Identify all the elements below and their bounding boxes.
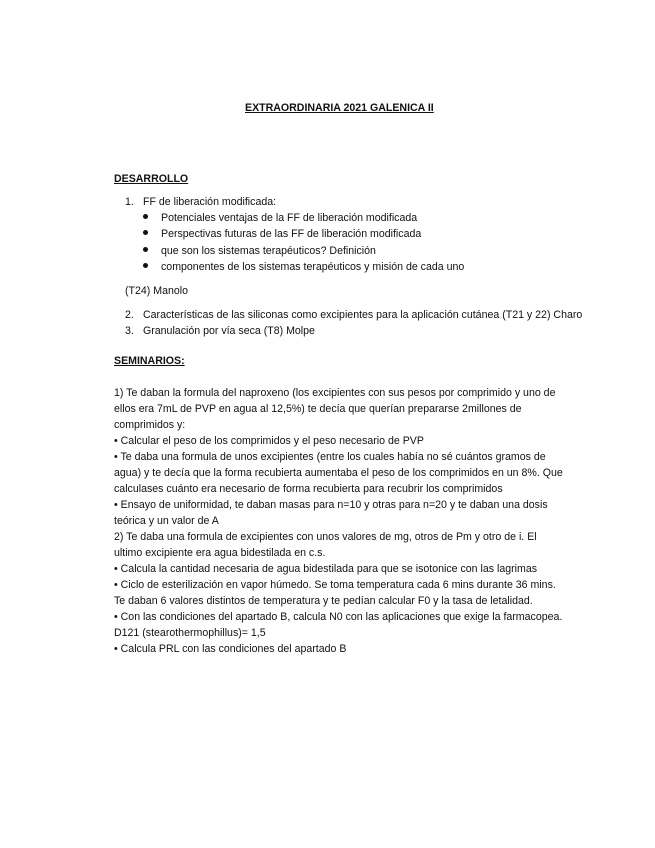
list-number-2: 2. [125,309,134,321]
seminar-line: ellos era 7mL de PVP en agua al 12,5%) te decía que querían prepararse 2millones de [114,403,522,415]
sub-bullet-1: Potenciales ventajas de la FF de liberación modificada [161,212,418,224]
list-number-1: 1. [125,196,134,208]
seminar-line: • Ciclo de esterilización en vapor húmedo. Se toma temperatura cada 6 mins durante 36 mins. [114,579,556,591]
sub-bullet-4: componentes de los sistemas terapéuticos y misión de cada uno [161,261,465,273]
sub-bullet-2: Perspectivas futuras de las FF de liberación modificada [161,228,422,240]
seminar-line: • Calcula PRL con las condiciones del apartado B [114,643,347,655]
seminar-line: • Calcular el peso de los comprimidos y el peso necesario de PVP [114,435,424,447]
seminar-line: • Calcula la cantidad necesaria de agua bidestilada para que se isotonice con las lagrimas [114,563,538,575]
seminar-line: • Con las condiciones del apartado B, calcula N0 con las aplicaciones que exige la farmacopea. [114,611,563,623]
seminar-line: • Te daba una formula de unos excipientes (entre los cuales había no sé cuántos gramos de [114,451,546,463]
seminar-line: 2) Te daba una formula de excipientes con unos valores de mg, otros de Pm y otro de i. El [114,531,537,543]
seminar-line: agua) y te decía que la forma recubierta aumentaba el peso de los comprimidos en un 8%. Que [114,467,563,479]
bullet-icon [143,214,148,219]
bullet-icon [143,247,148,252]
list-item-1: FF de liberación modificada: [143,196,277,208]
document-title: EXTRAORDINARIA 2021 GALENICA II [245,102,434,114]
list-number-3: 3. [125,325,134,337]
bullet-icon [143,230,148,235]
note-t24: (T24) Manolo [125,285,188,297]
seminar-line: 1) Te daban la formula del naproxeno (los excipientes con sus pesos por comprimido y uno de [114,387,556,399]
bullet-icon [143,263,148,268]
section-heading-seminarios: SEMINARIOS: [114,355,185,367]
seminar-line: Te daban 6 valores distintos de temperatura y te pedían calcular F0 y la tasa de letalidad. [114,595,533,607]
seminar-line: comprimidos y: [114,419,186,431]
list-item-2: Características de las siliconas como excipientes para la aplicación cutánea (T21 y 22) Charo [143,309,583,321]
seminar-line: calculases cuánto era necesario de forma recubierta para recubrir los comprimidos [114,483,503,495]
seminar-line: D121 (stearothermophillus)= 1,5 [114,627,266,639]
seminar-line: • Ensayo de uniformidad, te daban masas para n=10 y otras para n=20 y te daban una dosis [114,499,548,511]
seminar-line: teórica y un valor de A [114,515,219,527]
seminar-line: ultimo excipiente era agua bidestilada en c.s. [114,547,326,559]
section-heading-desarrollo: DESARROLLO [114,173,189,185]
list-item-3: Granulación por vía seca (T8) Molpe [143,325,315,337]
sub-bullet-3: que son los sistemas terapéuticos? Definición [161,245,376,257]
